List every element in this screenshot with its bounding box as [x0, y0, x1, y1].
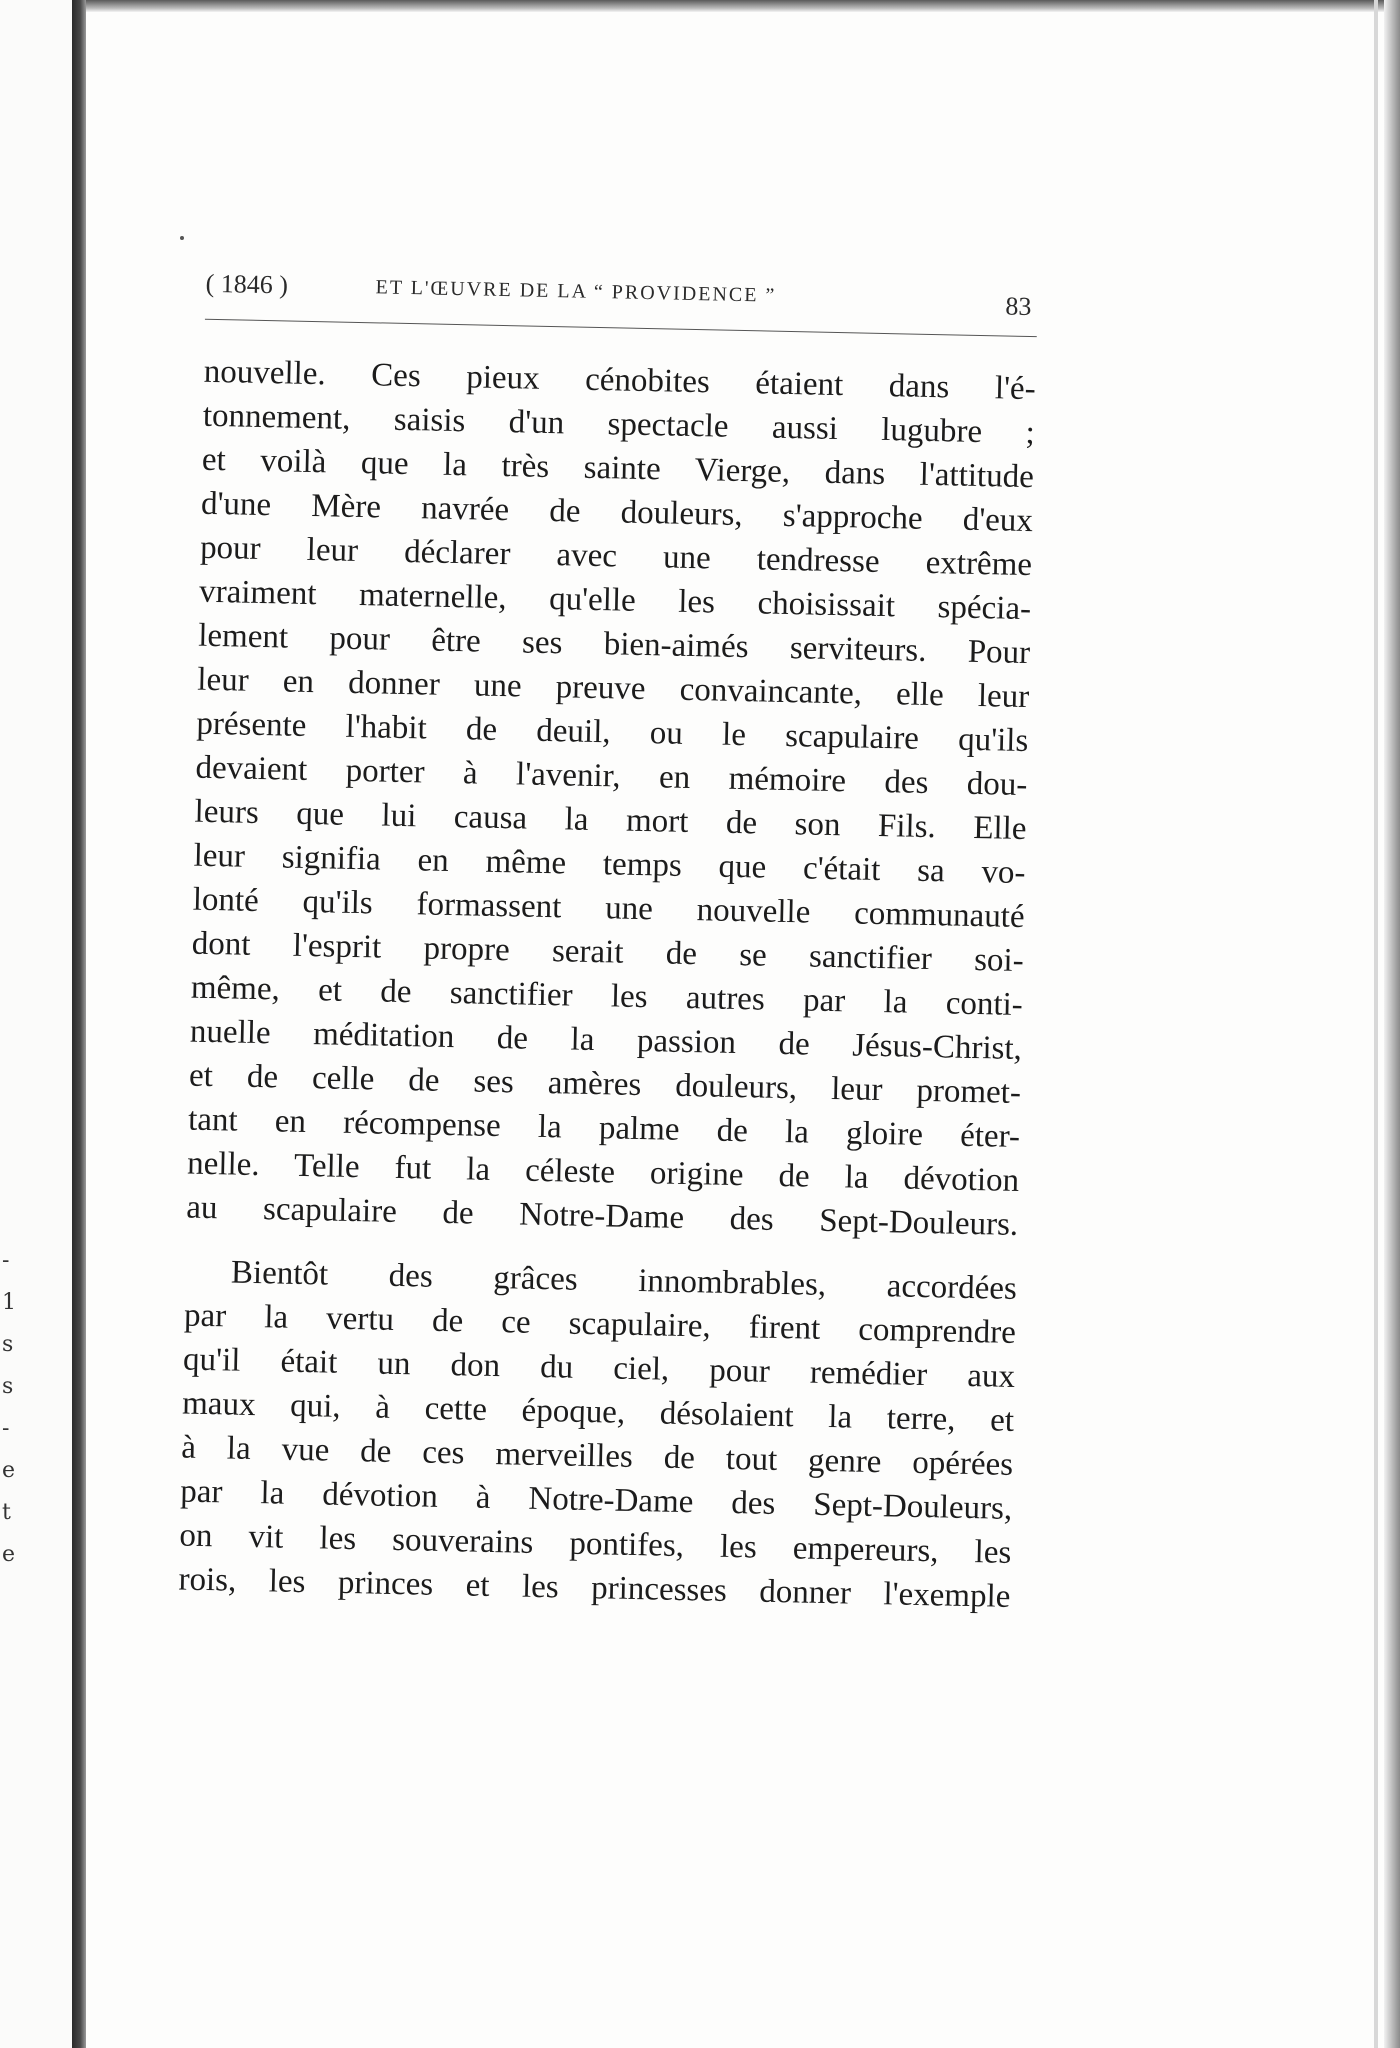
facing-fragment: t — [2, 1500, 11, 1525]
text-line: au scapulaire de Notre-Dame des Sept-Douleurs. — [185, 1189, 1019, 1243]
text-line: leur en donner une preuve convaincante, elle leur — [197, 661, 1030, 716]
facing-page-margin — [0, 0, 72, 2048]
paragraph-2 — [178, 1250, 1017, 1619]
text-line: lonté qu'ils formassent une nouvelle communauté — [192, 881, 1025, 936]
facing-fragment: s — [2, 1374, 14, 1399]
text-line: maux qui, à cette époque, désolaient la terre, et — [181, 1385, 1015, 1439]
text-line: à la vue de ces merveilles de tout genre opérées — [180, 1429, 1014, 1483]
facing-fragment: - — [2, 1248, 10, 1273]
text-line: leur signifia en même temps que c'était sa vo- — [193, 837, 1026, 892]
text-line: et de celle de ses amères douleurs, leur promet- — [188, 1057, 1022, 1111]
text-line: même, et de sanctifier les autres par la conti- — [190, 969, 1024, 1024]
text-line: dont l'esprit propre serait de se sanctifier soi- — [191, 925, 1025, 980]
text-line: tonnement, saisis d'un spectacle aussi lugubre ; — [202, 397, 1036, 452]
text-line: devaient porter à l'avenir, en mémoire des dou- — [195, 749, 1028, 804]
text-line: nuelle méditation de la passion de Jésus-Christ, — [189, 1013, 1023, 1068]
book-binding-edge — [72, 0, 86, 2048]
body-text — [178, 350, 1036, 1619]
text-line: et voilà que la très sainte Vierge, dans l'attitude — [201, 441, 1035, 496]
facing-fragment: - — [2, 1416, 10, 1441]
text-line: pour leur déclarer avec une tendresse extrême — [199, 529, 1033, 584]
text-line: rois, les princes et les princesses donner l'exemple — [178, 1561, 1011, 1615]
paragraph-1 — [186, 350, 1036, 1247]
dust-speck — [180, 236, 184, 240]
text-line: Bientôt des grâces innombrables, accordées — [230, 1254, 1018, 1307]
facing-fragment: e — [2, 1458, 16, 1483]
text-line: nelle. Telle fut la céleste origine de la dévotion — [186, 1145, 1020, 1199]
facing-fragment: s — [2, 1332, 14, 1357]
facing-fragment: 1 — [2, 1290, 16, 1315]
text-line: d'une Mère navrée de douleurs, s'approche d'eux — [200, 485, 1034, 540]
text-line: présente l'habit de deuil, ou le scapulaire qu'ils — [196, 705, 1029, 760]
text-line: vraiment maternelle, qu'elle les choisissait spécia- — [198, 573, 1032, 628]
text-line: lement pour être ses bien-aimés serviteurs. Pour — [197, 617, 1031, 672]
text-line: on vit les souverains pontifes, les empereurs, les — [179, 1517, 1012, 1571]
facing-page-fragments — [2, 1240, 22, 1576]
text-line: leurs que lui causa la mort de son Fils. Elle — [194, 793, 1027, 848]
header-title: ET L'ŒUVRE DE LA “ PROVIDENCE ” — [375, 276, 777, 307]
right-page-edge — [1384, 0, 1400, 2048]
page-number: 83 — [1005, 291, 1032, 322]
text-line: par la vertu de ce scapulaire, firent comprendre — [183, 1297, 1017, 1351]
text-line: par la dévotion à Notre-Dame des Sept-Douleurs, — [180, 1473, 1013, 1527]
header-year: ( 1846 ) — [205, 268, 289, 300]
book-page — [142, 268, 1040, 1619]
page-stack-line — [1374, 0, 1378, 2048]
top-page-edge — [86, 0, 1400, 12]
text-line: qu'il était un don du ciel, pour remédier aux — [182, 1341, 1016, 1395]
facing-fragment: e — [2, 1542, 16, 1567]
text-line: nouvelle. Ces pieux cénobites étaient dans l'é- — [203, 353, 1037, 408]
text-line: tant en récompense la palme de la gloire éter- — [187, 1101, 1021, 1155]
